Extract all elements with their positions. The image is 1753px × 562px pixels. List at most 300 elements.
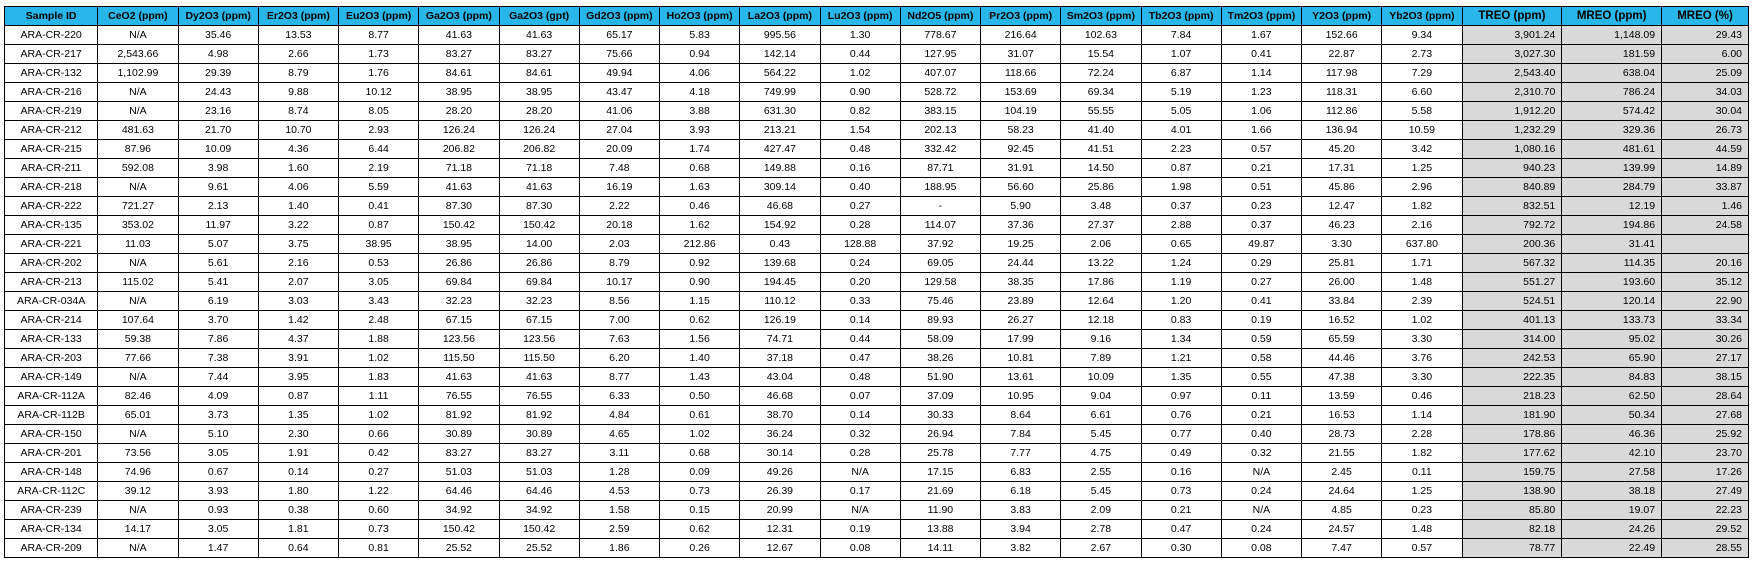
cell-value: 0.23 — [1382, 501, 1462, 520]
cell-value: 3.75 — [258, 235, 338, 254]
cell-value: N/A — [98, 501, 178, 520]
cell-value: 0.30 — [1141, 539, 1221, 558]
cell-value: 2.19 — [339, 159, 419, 178]
cell-value: 1.91 — [258, 444, 338, 463]
cell-value: 0.64 — [258, 539, 338, 558]
cell-value: 28.73 — [1302, 425, 1382, 444]
cell-summary: 33.34 — [1662, 311, 1749, 330]
cell-value: 23.89 — [981, 292, 1061, 311]
column-header-eu2o3-ppm: Eu2O3 (ppm) — [339, 7, 419, 26]
cell-value: 0.92 — [660, 254, 740, 273]
cell-value: 77.66 — [98, 349, 178, 368]
table-row — [5, 83, 1749, 102]
cell-value: 26.94 — [900, 425, 980, 444]
column-header-mreo-ppm: MREO (ppm) — [1562, 7, 1662, 26]
cell-summary: 1,232.29 — [1462, 121, 1562, 140]
cell-value: 2.39 — [1382, 292, 1462, 311]
cell-value: 3.82 — [981, 539, 1061, 558]
cell-value: 2.13 — [178, 197, 258, 216]
cell-value: 82.46 — [98, 387, 178, 406]
cell-value: 7.47 — [1302, 539, 1382, 558]
cell-value: 84.61 — [499, 64, 579, 83]
cell-value: 1.02 — [1382, 311, 1462, 330]
cell-value: 31.07 — [981, 45, 1061, 64]
cell-value: 58.23 — [981, 121, 1061, 140]
cell-summary: 27.49 — [1662, 482, 1749, 501]
cell-value: 0.87 — [1141, 159, 1221, 178]
table-row — [5, 64, 1749, 83]
cell-summary: 786.24 — [1562, 83, 1662, 102]
cell-value: 10.09 — [178, 140, 258, 159]
cell-sample-id: ARA-CR-203 — [5, 349, 98, 368]
cell-summary: 6.00 — [1662, 45, 1749, 64]
cell-value: 126.24 — [419, 121, 499, 140]
cell-value: 31.91 — [981, 159, 1061, 178]
cell-value: 4.84 — [579, 406, 659, 425]
cell-value: 2.07 — [258, 273, 338, 292]
cell-value: 16.19 — [579, 178, 659, 197]
cell-value: 49.87 — [1221, 235, 1301, 254]
cell-value: 1.82 — [1382, 444, 1462, 463]
column-header-pr2o3-ppm: Pr2O3 (ppm) — [981, 7, 1061, 26]
cell-value: 41.06 — [579, 102, 659, 121]
cell-value: 0.51 — [1221, 178, 1301, 197]
cell-value: 1,102.99 — [98, 64, 178, 83]
cell-value: 0.73 — [660, 482, 740, 501]
cell-value: 2.93 — [339, 121, 419, 140]
cell-value: 0.47 — [1141, 520, 1221, 539]
cell-value: 127.95 — [900, 45, 980, 64]
cell-value: 4.01 — [1141, 121, 1221, 140]
cell-value: 118.31 — [1302, 83, 1382, 102]
cell-value: 1.20 — [1141, 292, 1221, 311]
cell-summary: 181.90 — [1462, 406, 1562, 425]
table-row — [5, 235, 1749, 254]
cell-value: 38.95 — [419, 83, 499, 102]
cell-value: 46.68 — [740, 387, 820, 406]
cell-sample-id: ARA-CR-211 — [5, 159, 98, 178]
cell-value: 0.53 — [339, 254, 419, 273]
table-row — [5, 121, 1749, 140]
cell-value: 3.05 — [178, 444, 258, 463]
cell-value: 3.11 — [579, 444, 659, 463]
cell-summary: 82.18 — [1462, 520, 1562, 539]
column-header-dy2o3-ppm: Dy2O3 (ppm) — [178, 7, 258, 26]
column-header-yb2o3-ppm: Yb2O3 (ppm) — [1382, 7, 1462, 26]
cell-sample-id: ARA-CR-239 — [5, 501, 98, 520]
column-header-tm2o3-ppm: Tm2O3 (ppm) — [1221, 7, 1301, 26]
cell-value: 1.83 — [339, 368, 419, 387]
cell-sample-id: ARA-CR-217 — [5, 45, 98, 64]
cell-summary: 24.26 — [1562, 520, 1662, 539]
cell-value: 3.94 — [981, 520, 1061, 539]
cell-value: 128.88 — [820, 235, 900, 254]
cell-value: 8.77 — [339, 26, 419, 45]
cell-summary: 200.36 — [1462, 235, 1562, 254]
cell-value: 5.05 — [1141, 102, 1221, 121]
cell-value: 4.37 — [258, 330, 338, 349]
cell-value: 0.48 — [820, 140, 900, 159]
cell-value: 129.58 — [900, 273, 980, 292]
cell-value: 3.48 — [1061, 197, 1141, 216]
cell-value: 6.18 — [981, 482, 1061, 501]
cell-summary: 14.89 — [1662, 159, 1749, 178]
cell-value: 0.11 — [1382, 463, 1462, 482]
cell-value: 0.28 — [820, 216, 900, 235]
cell-value: 1.54 — [820, 121, 900, 140]
cell-value: 0.14 — [820, 406, 900, 425]
cell-value: 1.40 — [660, 349, 740, 368]
cell-value: 0.08 — [1221, 539, 1301, 558]
cell-value: 41.63 — [499, 178, 579, 197]
cell-value: 1.28 — [579, 463, 659, 482]
cell-value: 1.14 — [1221, 64, 1301, 83]
cell-value: 22.87 — [1302, 45, 1382, 64]
cell-value: 75.46 — [900, 292, 980, 311]
cell-value: 25.86 — [1061, 178, 1141, 197]
cell-value: 194.45 — [740, 273, 820, 292]
cell-value: 24.43 — [178, 83, 258, 102]
cell-value: N/A — [1221, 501, 1301, 520]
cell-value: N/A — [98, 425, 178, 444]
cell-value: 37.18 — [740, 349, 820, 368]
cell-value: 0.73 — [1141, 482, 1221, 501]
cell-value: 13.53 — [258, 26, 338, 45]
cell-value: 41.40 — [1061, 121, 1141, 140]
cell-value: 75.66 — [579, 45, 659, 64]
cell-summary: 38.18 — [1562, 482, 1662, 501]
cell-value: 1.48 — [1382, 273, 1462, 292]
cell-value: 564.22 — [740, 64, 820, 83]
cell-value: 3.95 — [258, 368, 338, 387]
cell-value: 1.80 — [258, 482, 338, 501]
cell-value: 26.86 — [499, 254, 579, 273]
cell-value: 6.20 — [579, 349, 659, 368]
cell-summary: 1,148.09 — [1562, 26, 1662, 45]
cell-summary — [1662, 235, 1749, 254]
cell-summary: 25.92 — [1662, 425, 1749, 444]
cell-value: 9.04 — [1061, 387, 1141, 406]
cell-value: 1.74 — [660, 140, 740, 159]
cell-value: 0.16 — [1141, 463, 1221, 482]
cell-value: 64.46 — [499, 482, 579, 501]
cell-value: 0.83 — [1141, 311, 1221, 330]
cell-summary: 401.13 — [1462, 311, 1562, 330]
cell-value: 69.05 — [900, 254, 980, 273]
cell-value: 2.55 — [1061, 463, 1141, 482]
cell-value: 26.27 — [981, 311, 1061, 330]
cell-value: 0.33 — [820, 292, 900, 311]
cell-summary: 42.10 — [1562, 444, 1662, 463]
cell-value: 51.90 — [900, 368, 980, 387]
cell-value: 2.16 — [258, 254, 338, 273]
cell-value: 1.71 — [1382, 254, 1462, 273]
cell-value: 0.90 — [820, 83, 900, 102]
cell-value: 8.79 — [258, 64, 338, 83]
cell-value: 995.56 — [740, 26, 820, 45]
cell-value: 74.71 — [740, 330, 820, 349]
cell-value: 637.80 — [1382, 235, 1462, 254]
cell-sample-id: ARA-CR-215 — [5, 140, 98, 159]
cell-value: 3.03 — [258, 292, 338, 311]
cell-value: 5.10 — [178, 425, 258, 444]
cell-value: 1.66 — [1221, 121, 1301, 140]
cell-summary: 19.07 — [1562, 501, 1662, 520]
cell-value: 7.84 — [981, 425, 1061, 444]
cell-value: 6.19 — [178, 292, 258, 311]
cell-value: 139.68 — [740, 254, 820, 273]
cell-summary: 20.16 — [1662, 254, 1749, 273]
cell-value: 56.60 — [981, 178, 1061, 197]
cell-value: 23.16 — [178, 102, 258, 121]
cell-value: 0.65 — [1141, 235, 1221, 254]
cell-value: 0.44 — [820, 330, 900, 349]
cell-value: 150.42 — [419, 216, 499, 235]
table-row — [5, 539, 1749, 558]
cell-value: 45.20 — [1302, 140, 1382, 159]
cell-value: 1.82 — [1382, 197, 1462, 216]
cell-summary: 85.80 — [1462, 501, 1562, 520]
cell-value: 89.93 — [900, 311, 980, 330]
cell-value: 8.77 — [579, 368, 659, 387]
cell-value: 123.56 — [499, 330, 579, 349]
cell-value: 1.86 — [579, 539, 659, 558]
cell-value: 38.95 — [499, 83, 579, 102]
cell-value: 27.04 — [579, 121, 659, 140]
cell-sample-id: ARA-CR-135 — [5, 216, 98, 235]
cell-value: 4.09 — [178, 387, 258, 406]
table-row — [5, 26, 1749, 45]
cell-value: 778.67 — [900, 26, 980, 45]
cell-value: 2.73 — [1382, 45, 1462, 64]
cell-value: 71.18 — [499, 159, 579, 178]
cell-value: 67.15 — [499, 311, 579, 330]
cell-summary: 50.34 — [1562, 406, 1662, 425]
table-row — [5, 140, 1749, 159]
cell-value: 1.02 — [820, 64, 900, 83]
cell-value: 8.56 — [579, 292, 659, 311]
cell-summary: 23.70 — [1662, 444, 1749, 463]
cell-value: 115.50 — [499, 349, 579, 368]
cell-value: N/A — [98, 292, 178, 311]
cell-value: 7.48 — [579, 159, 659, 178]
cell-value: 12.18 — [1061, 311, 1141, 330]
cell-value: 123.56 — [419, 330, 499, 349]
cell-value: 149.88 — [740, 159, 820, 178]
cell-value: 24.57 — [1302, 520, 1382, 539]
cell-value: 41.63 — [419, 368, 499, 387]
cell-summary: 940.23 — [1462, 159, 1562, 178]
cell-summary: 139.99 — [1562, 159, 1662, 178]
cell-value: 0.68 — [660, 159, 740, 178]
cell-value: 5.61 — [178, 254, 258, 273]
cell-value: 8.79 — [579, 254, 659, 273]
cell-value: 38.70 — [740, 406, 820, 425]
cell-value: 0.66 — [339, 425, 419, 444]
cell-value: 43.47 — [579, 83, 659, 102]
cell-sample-id: ARA-CR-202 — [5, 254, 98, 273]
cell-value: 0.59 — [1221, 330, 1301, 349]
cell-summary: 159.75 — [1462, 463, 1562, 482]
cell-value: 0.28 — [820, 444, 900, 463]
cell-summary: 12.19 — [1562, 197, 1662, 216]
cell-value: 0.19 — [1221, 311, 1301, 330]
cell-sample-id: ARA-CR-150 — [5, 425, 98, 444]
cell-value: 2.16 — [1382, 216, 1462, 235]
cell-value: 29.39 — [178, 64, 258, 83]
cell-value: 481.63 — [98, 121, 178, 140]
cell-sample-id: ARA-CR-219 — [5, 102, 98, 121]
cell-value: 7.29 — [1382, 64, 1462, 83]
cell-value: 0.77 — [1141, 425, 1221, 444]
cell-value: 0.90 — [660, 273, 740, 292]
cell-value: 83.27 — [499, 444, 579, 463]
column-header-ga2o3-ppm: Ga2O3 (ppm) — [419, 7, 499, 26]
cell-value: 6.33 — [579, 387, 659, 406]
cell-summary: 840.89 — [1462, 178, 1562, 197]
cell-value: 1.47 — [178, 539, 258, 558]
cell-value: 37.09 — [900, 387, 980, 406]
cell-value: 1.02 — [660, 425, 740, 444]
cell-value: 0.55 — [1221, 368, 1301, 387]
table-row — [5, 216, 1749, 235]
cell-value: 71.18 — [419, 159, 499, 178]
cell-summary: 638.04 — [1562, 64, 1662, 83]
cell-summary: 29.52 — [1662, 520, 1749, 539]
cell-summary: 133.73 — [1562, 311, 1662, 330]
cell-value: 107.64 — [98, 311, 178, 330]
table-row — [5, 102, 1749, 121]
cell-value: 3.73 — [178, 406, 258, 425]
table-row — [5, 482, 1749, 501]
cell-value: 0.73 — [339, 520, 419, 539]
cell-value: 1.98 — [1141, 178, 1221, 197]
table-row — [5, 159, 1749, 178]
cell-value: 5.07 — [178, 235, 258, 254]
cell-value: 2.67 — [1061, 539, 1141, 558]
cell-value: 0.46 — [1382, 387, 1462, 406]
cell-summary: 481.61 — [1562, 140, 1662, 159]
cell-value: 2.09 — [1061, 501, 1141, 520]
cell-value: N/A — [820, 501, 900, 520]
cell-value: 206.82 — [419, 140, 499, 159]
cell-value: 1.42 — [258, 311, 338, 330]
table-row — [5, 311, 1749, 330]
cell-value: 32.23 — [419, 292, 499, 311]
table-row — [5, 387, 1749, 406]
cell-value: 126.24 — [499, 121, 579, 140]
cell-value: 72.24 — [1061, 64, 1141, 83]
cell-value: 126.19 — [740, 311, 820, 330]
cell-value: 5.19 — [1141, 83, 1221, 102]
cell-value: 4.98 — [178, 45, 258, 64]
cell-summary: 2,543.40 — [1462, 64, 1562, 83]
cell-summary: 222.35 — [1462, 368, 1562, 387]
cell-value: 2.23 — [1141, 140, 1221, 159]
cell-value: 0.97 — [1141, 387, 1221, 406]
cell-value: 30.14 — [740, 444, 820, 463]
cell-value: 33.84 — [1302, 292, 1382, 311]
cell-value: 4.75 — [1061, 444, 1141, 463]
cell-value: 41.63 — [419, 178, 499, 197]
cell-value: 0.57 — [1382, 539, 1462, 558]
cell-value: 1.22 — [339, 482, 419, 501]
cell-value: 9.16 — [1061, 330, 1141, 349]
cell-summary: 22.23 — [1662, 501, 1749, 520]
cell-summary: 22.49 — [1562, 539, 1662, 558]
cell-summary: 194.86 — [1562, 216, 1662, 235]
cell-value: N/A — [98, 368, 178, 387]
cell-value: N/A — [98, 26, 178, 45]
cell-value: - — [900, 197, 980, 216]
cell-value: 87.96 — [98, 140, 178, 159]
cell-value: 14.17 — [98, 520, 178, 539]
cell-value: 0.11 — [1221, 387, 1301, 406]
cell-value: 9.34 — [1382, 26, 1462, 45]
cell-value: 152.66 — [1302, 26, 1382, 45]
cell-value: 0.42 — [339, 444, 419, 463]
cell-value: 1.34 — [1141, 330, 1221, 349]
cell-summary: 26.73 — [1662, 121, 1749, 140]
cell-value: N/A — [98, 254, 178, 273]
cell-value: 1.60 — [258, 159, 338, 178]
cell-value: 1.06 — [1221, 102, 1301, 121]
cell-value: 34.92 — [499, 501, 579, 520]
cell-value: 0.82 — [820, 102, 900, 121]
cell-value: 631.30 — [740, 102, 820, 121]
cell-value: 3.93 — [660, 121, 740, 140]
cell-value: 26.86 — [419, 254, 499, 273]
cell-value: 2.22 — [579, 197, 659, 216]
cell-value: 13.59 — [1302, 387, 1382, 406]
cell-value: 16.53 — [1302, 406, 1382, 425]
table-row — [5, 292, 1749, 311]
cell-value: 1.88 — [339, 330, 419, 349]
cell-value: 0.32 — [1221, 444, 1301, 463]
column-header-treo-ppm: TREO (ppm) — [1462, 7, 1562, 26]
cell-value: 7.38 — [178, 349, 258, 368]
cell-value: 2.88 — [1141, 216, 1221, 235]
cell-value: 38.95 — [419, 235, 499, 254]
cell-value: 24.64 — [1302, 482, 1382, 501]
cell-value: 12.67 — [740, 539, 820, 558]
cell-value: 1.21 — [1141, 349, 1221, 368]
cell-value: N/A — [1221, 463, 1301, 482]
cell-value: 1.63 — [660, 178, 740, 197]
cell-value: 0.23 — [1221, 197, 1301, 216]
cell-value: 0.40 — [1221, 425, 1301, 444]
column-header-sample-id: Sample ID — [5, 7, 98, 26]
cell-value: 4.06 — [660, 64, 740, 83]
cell-value: 65.17 — [579, 26, 659, 45]
cell-value: 69.84 — [419, 273, 499, 292]
cell-summary: 35.12 — [1662, 273, 1749, 292]
table-row — [5, 273, 1749, 292]
cell-value: 49.26 — [740, 463, 820, 482]
cell-value: 41.63 — [499, 26, 579, 45]
cell-value: 21.70 — [178, 121, 258, 140]
cell-summary: 792.72 — [1462, 216, 1562, 235]
cell-summary: 27.17 — [1662, 349, 1749, 368]
cell-value: 8.05 — [339, 102, 419, 121]
cell-summary: 193.60 — [1562, 273, 1662, 292]
cell-value: 6.44 — [339, 140, 419, 159]
cell-value: 0.27 — [820, 197, 900, 216]
cell-value: 8.64 — [981, 406, 1061, 425]
cell-value: 154.92 — [740, 216, 820, 235]
cell-value: 309.14 — [740, 178, 820, 197]
cell-value: 0.14 — [258, 463, 338, 482]
